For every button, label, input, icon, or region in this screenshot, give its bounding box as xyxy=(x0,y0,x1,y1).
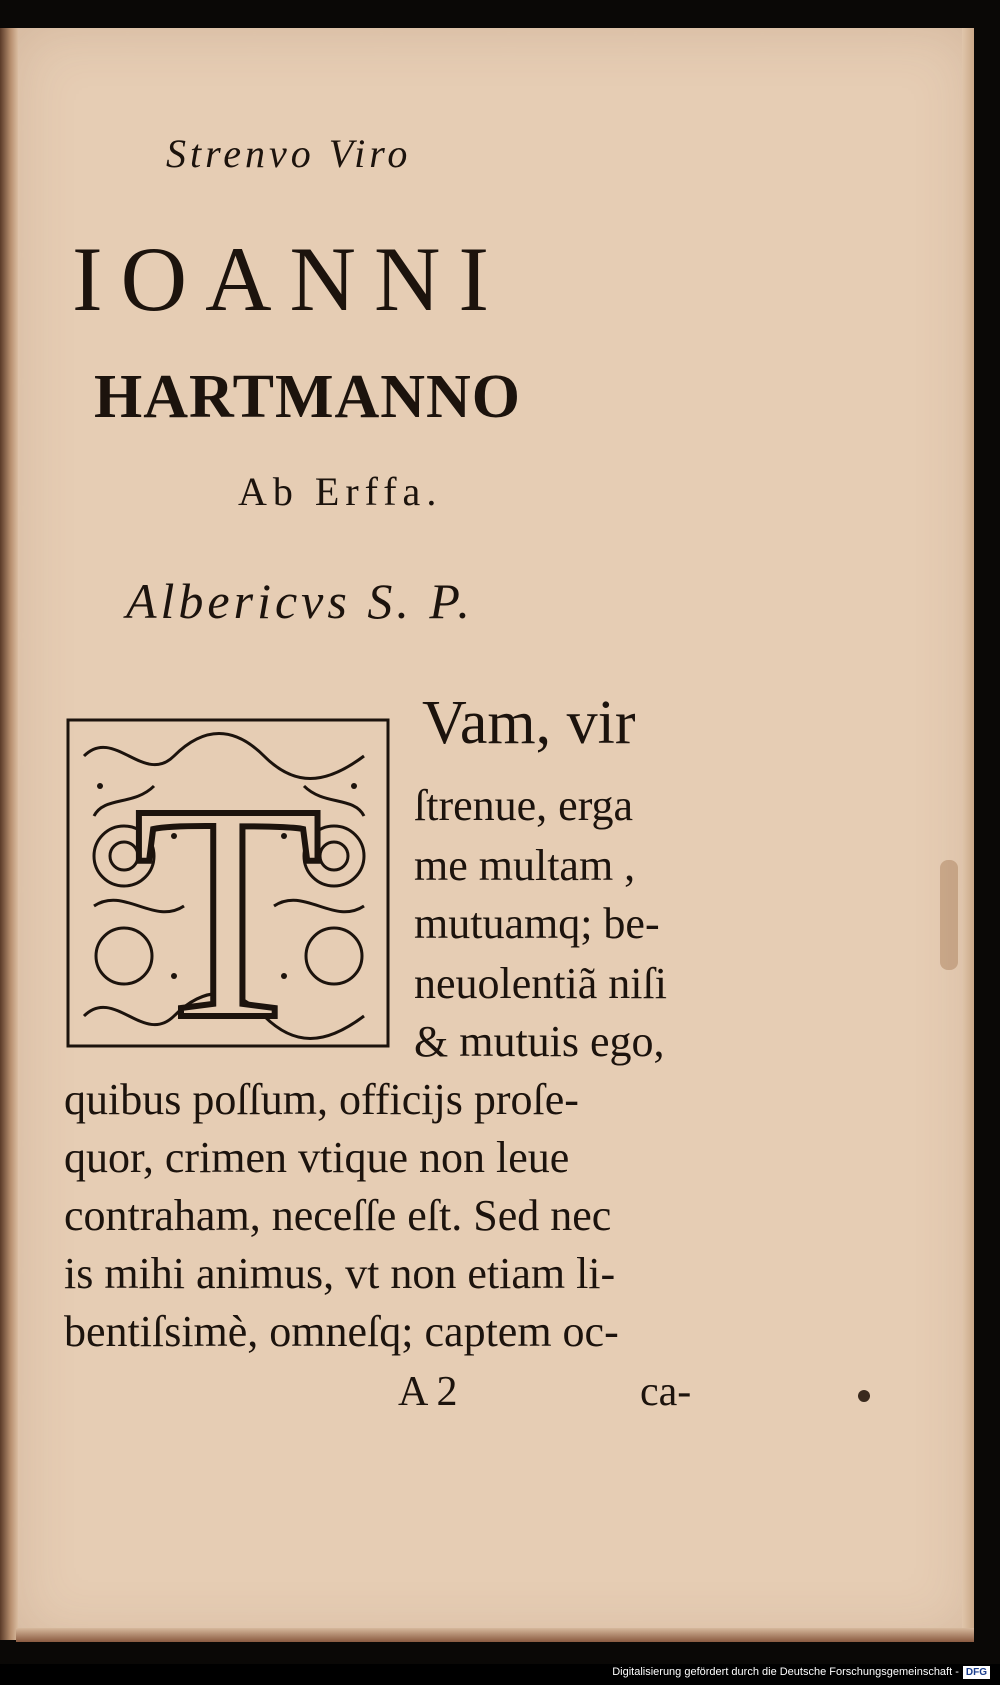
drop-cap-letter: T xyxy=(133,741,323,1050)
body-line: is mihi animus, vt non etiam li- xyxy=(64,1249,616,1298)
body-line: & mutuis ego, xyxy=(414,1017,665,1066)
body-line: bentiſsimè, omneſq; captem oc- xyxy=(64,1307,619,1356)
catchword: ca- xyxy=(640,1369,692,1415)
paper-stain xyxy=(858,1390,870,1402)
dfg-logo: DFG xyxy=(963,1666,990,1679)
body-line: neuolentiã niſi xyxy=(414,959,667,1008)
body-line: mutuamq; be- xyxy=(414,899,660,948)
body-line: ſtrenue, erga xyxy=(414,781,634,830)
funding-credit xyxy=(612,1666,990,1679)
decorated-drop-cap xyxy=(64,716,392,1050)
paper-stain xyxy=(940,860,958,970)
author-salutation: Albericvs S. P. xyxy=(126,573,474,629)
body-line: contraham, neceſſe eſt. Sed nec xyxy=(64,1191,612,1240)
signature-mark: A 2 xyxy=(398,1369,458,1415)
dedicatee-prefix: Strenvo Viro xyxy=(166,131,412,176)
dedicatee-first-name: IOANNI xyxy=(72,228,508,330)
dedicatee-surname: HARTMANNO xyxy=(94,363,522,431)
page-fore-edge xyxy=(962,28,974,1640)
binding-edge xyxy=(0,28,18,1640)
page-bottom-edge xyxy=(16,1628,974,1642)
dedicatee-place: Ab Erffa. xyxy=(238,469,443,514)
body-line: Vam, vir xyxy=(422,689,636,757)
body-line: quibus poſſum, officijs proſe- xyxy=(64,1075,579,1124)
drop-cap-ornament xyxy=(64,716,392,1050)
body-line: me multam , xyxy=(414,841,636,890)
body-line: quor, crimen vtique non leue xyxy=(64,1133,570,1182)
funding-credit-text: Digitalisierung gefördert durch die Deutsche Forschungsgemeinschaft - xyxy=(612,1666,959,1678)
